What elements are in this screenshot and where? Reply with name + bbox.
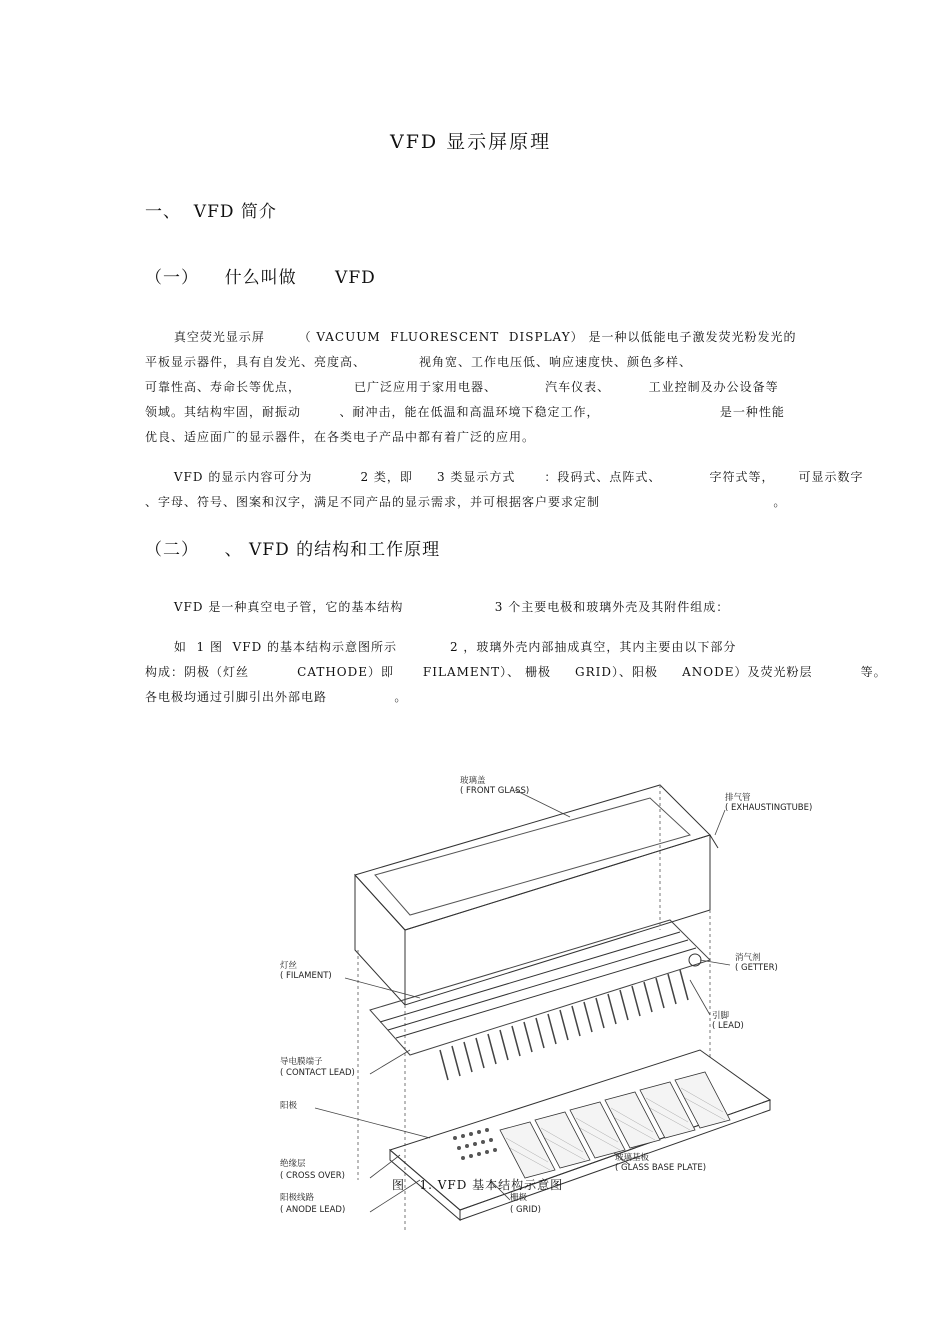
vfd-structure-figure xyxy=(270,760,835,1240)
anode-label-cn: 阳极 xyxy=(280,1101,298,1111)
getter-label-en: ( GETTER) xyxy=(735,963,778,973)
page-title: VFD 显示屏原理 xyxy=(390,131,552,153)
lead-label-en: ( LEAD) xyxy=(712,1021,744,1031)
lead-label-cn: 引脚 xyxy=(712,1011,730,1021)
contact-lead-label-cn: 导电膜端子 xyxy=(280,1057,323,1067)
crossover-label-en: ( CROSS OVER) xyxy=(280,1171,345,1181)
anode-lead-label-en: ( ANODE LEAD) xyxy=(280,1205,346,1215)
grid-label-en: ( GRID) xyxy=(510,1205,541,1215)
para1-line-4: 领域。其结构牢固，耐振动 、耐冲击，能在低温和高温环境下稳定工作， 是一种性能 xyxy=(145,405,785,419)
section-heading-1-2: （二） 、 VFD 的结构和工作原理 xyxy=(145,540,441,560)
front-glass-shape xyxy=(355,785,710,930)
para1-line-2: 平板显示器件，具有自发光、亮度高、 视角宽、工作电压低、响应速度快、颜色多样、 xyxy=(145,355,692,369)
para1-line-1: 真空荧光显示屏 （ VACUUM FLUORESCENT DISPLAY） 是一种以低能电子激发荧光粉发光的 xyxy=(145,330,797,344)
front-glass-label-en: ( FRONT GLASS) xyxy=(460,786,530,796)
para4-line-3: 各电极均通过引脚引出外部电路 。 xyxy=(145,690,408,704)
para4-line-1: 如 1 图 VFD 的基本结构示意图所示 2 ，玻璃外壳内部抽成真空，其内主要由以下部分 xyxy=(145,640,737,654)
lead-pins xyxy=(440,970,688,1080)
filament-label-cn: 灯丝 xyxy=(280,961,298,971)
para4-line-2: 构成：阴极（灯丝 CATHODE）即 FILAMENT）、 栅极 GRID）、阳极 ANODE）及荧光粉层 等。 xyxy=(145,665,887,679)
front-glass-label-cn: 玻璃盖 xyxy=(460,776,486,786)
para2-line-2: 、字母、符号、图案和汉字，满足不同产品的显示需求，并可根据客户要求定制 。 xyxy=(145,495,787,509)
para1-line-5: 优良、适应面广的显示器件，在各类电子产品中都有着广泛的应用。 xyxy=(145,430,536,444)
contact-lead-label-en: ( CONTACT LEAD) xyxy=(280,1068,355,1078)
para1-line-3: 可靠性高、寿命长等优点， 已广泛应用于家用电器、 汽车仪表、 工业控制及办公设备等 xyxy=(145,380,779,394)
exhaust-label-cn: 排气管 xyxy=(725,793,751,803)
glass-base-label-cn: 玻璃基板 xyxy=(615,1153,650,1163)
section-heading-1-1: （一） 什么叫做 VFD xyxy=(145,268,376,288)
para2-line-1: VFD 的显示内容可分为 2 类，即 3 类显示方式 ：段码式、点阵式、 字符式等， 可显示数字 xyxy=(145,470,864,484)
figure-caption: 图 1. VFD 基本结构示意图 xyxy=(392,1178,564,1192)
grid-label-cn: 栅极 xyxy=(510,1193,528,1203)
getter-shape xyxy=(689,954,701,966)
anode-lead-label-cn: 阳极线路 xyxy=(280,1193,315,1203)
exhaust-label-en: ( EXHAUSTINGTUBE) xyxy=(725,803,813,813)
getter-label-cn: 消气剂 xyxy=(735,953,761,963)
vfd-exploded-diagram xyxy=(270,760,835,1240)
anode-dots xyxy=(453,1128,497,1160)
glass-base-label-en: ( GLASS BASE PLATE) xyxy=(615,1163,707,1173)
section-heading-1: 一、 VFD 简介 xyxy=(145,202,277,222)
para3-line: VFD 是一种真空电子管，它的基本结构 3 个主要电极和玻璃外壳及其附件组成： xyxy=(145,600,730,614)
crossover-label-cn: 绝缘层 xyxy=(280,1159,306,1169)
filament-label-en: ( FILAMENT) xyxy=(280,971,332,981)
